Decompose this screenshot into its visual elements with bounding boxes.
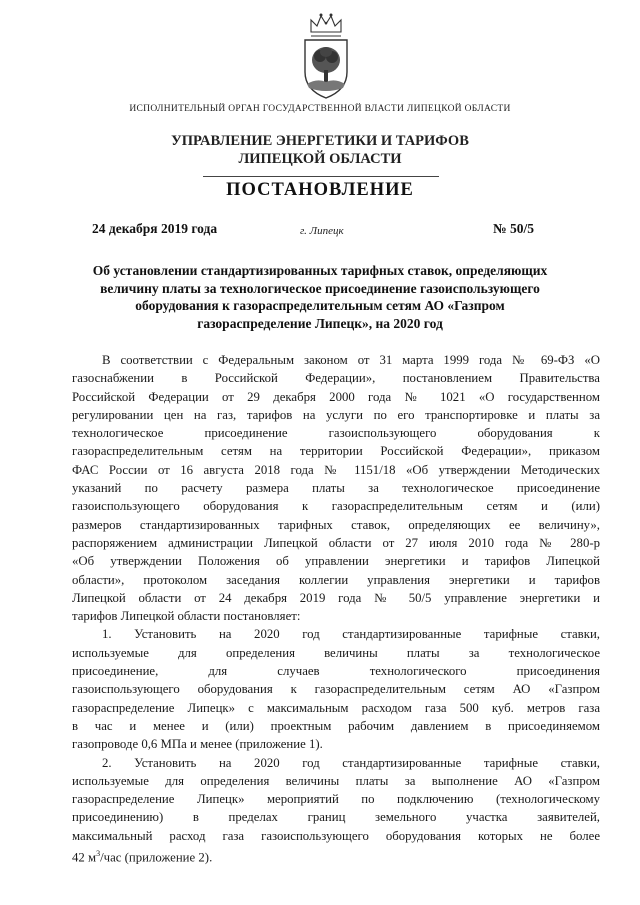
body-line: указаний по расчету размера платы за технологическое присоединение — [72, 481, 600, 496]
body-line: газораспределение Липецк» с максимальным расходом газа 500 куб. метров газа — [72, 700, 600, 715]
org-name: ИСПОЛНИТЕЛЬНЫЙ ОРГАН ГОСУДАРСТВЕННОЙ ВЛАСТИ ЛИПЕЦКОЙ ОБЛАСТИ — [129, 104, 511, 114]
body-line: газопроводе 0,6 МПа и менее (приложение 1). — [72, 737, 323, 752]
body-line: 1. Установить на 2020 год стандартизированные тарифные ставки, — [102, 627, 600, 642]
body-line: газоиспользующего оборудования к газораспределительным сетям АО «Газпром — [72, 682, 600, 697]
body-line: используемые для определения величины платы за технологическое — [72, 645, 600, 660]
body-line: распоряжением администрации Липецкой области от 27 июля 2010 года № 280-р — [72, 535, 600, 550]
document-city: г. Липецк — [300, 225, 344, 237]
department-line-2: ЛИПЕЦКОЙ ОБЛАСТИ — [238, 151, 402, 167]
body-line: В соответствии с Федеральным законом от 31 марта 1999 года № 69-ФЗ «О — [102, 353, 600, 367]
body-text: /час (приложение 2). — [100, 850, 213, 865]
body-line: тарифов Липецкой области постановляет: — [72, 609, 301, 624]
body-line: «Об утверждении Положения об управлении энергетики и тарифов Липецкой — [72, 554, 600, 569]
body-line: используемые для определения величины платы за выполнение АО «Газпром — [72, 773, 600, 788]
body-text: 42 м — [72, 850, 97, 865]
body-line: газораспределение Липецк» мероприятий по подключению (технологическому — [72, 792, 600, 807]
body-line: ФАС России от 16 августа 2018 года № 1151/18 «Об утверждении Методических — [72, 462, 600, 477]
document-date: 24 декабря 2019 года — [92, 221, 218, 236]
body-line: газоиспользующего оборудования к газораспределительным сетям и (или) — [72, 499, 600, 514]
body-line: области», протоколом заседания коллегии управления энергетики и тарифов — [72, 572, 600, 587]
body-line: в час и менее и (или) проектным рабочим давлением в присоединяемом — [72, 718, 600, 733]
document-title — [60, 262, 580, 332]
body-line: размеров стандартизированных тарифных ставок, определяющих ее величину», — [72, 517, 600, 532]
body-line: максимальный расход газа газоиспользующего оборудования которых не более — [72, 828, 600, 843]
body-last-line — [72, 845, 600, 863]
body-line: технологическое присоединение газоиспользующего оборудования к — [72, 426, 600, 441]
title-line: оборудования к газораспределительным сетям АО «Газпром — [135, 298, 505, 313]
document-body — [72, 351, 600, 863]
title-line: величину платы за технологическое присоединение газоиспользующего — [100, 280, 540, 296]
document-type: ПОСТАНОВЛЕНИЕ — [226, 180, 414, 200]
body-line: газоснабжении в Российской Федерации», постановлением Правительства — [72, 371, 600, 386]
coat-of-arms-emblem — [297, 10, 355, 102]
department-name — [0, 132, 640, 168]
superscript: 3 — [96, 849, 101, 859]
body-line: регулировании цен на газ, тарифов на услуги по его транспортировке и платы за — [72, 407, 600, 422]
body-line: Российской Федерации от 29 декабря 2000 года № 1021 «О государственном — [72, 389, 600, 404]
title-line: Об установлении стандартизированных тарифных ставок, определяющих — [92, 263, 548, 278]
body-line: 2. Установить на 2020 год стандартизированные тарифные ставки, — [102, 755, 600, 770]
body-line: присоединение, для случаев технологического присоединения — [72, 664, 600, 679]
document-number: № 50/5 — [493, 221, 534, 236]
body-line: присоединению) в пределах границ земельного участка заявителей, — [72, 810, 600, 825]
body-line: газораспределительным сетям на территории Российской Федерации», приказом — [72, 444, 600, 459]
body-line: Липецкой области от 24 декабря 2019 года № 50/5 управление энергетики и — [72, 590, 600, 605]
title-line: газораспределение Липецк», на 2020 год — [197, 315, 443, 331]
department-line-1: УПРАВЛЕНИЕ ЭНЕРГЕТИКИ И ТАРИФОВ — [171, 133, 469, 149]
divider-line — [203, 176, 439, 177]
